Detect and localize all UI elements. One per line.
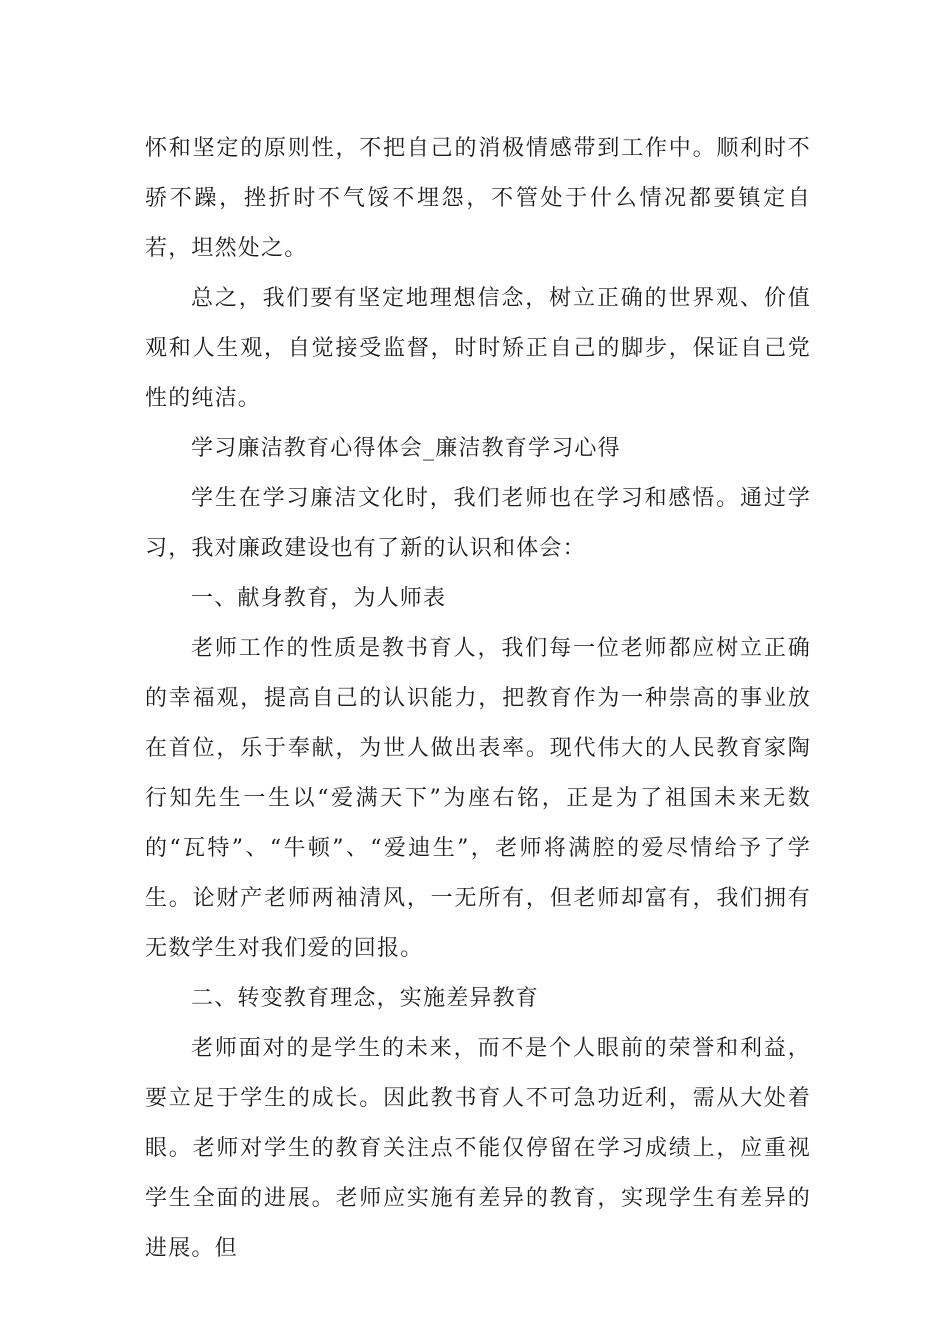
heading-one: 一、献身教育，为人师表 (191, 586, 447, 611)
paragraph-summary: 总之，我们要有坚定地理想信念，树立正确的世界观、价值观和人生观，自觉接受监督，时时矫正自己的脚步，保证自己党性的纯洁。 (145, 286, 811, 411)
paragraph-continuation: 怀和坚定的原则性，不把自己的消极情感带到工作中。顺利时不骄不躁，挫折时不气馁不埋怨，不管处于什么情况都要镇定自若，坦然处之。 (145, 136, 811, 261)
paragraph-intro: 学生在学习廉洁文化时，我们老师也在学习和感悟。通过学习，我对廉政建设也有了新的认识和体会： (145, 486, 811, 561)
paragraph-body-two: 老师面对的是学生的未来，而不是个人眼前的荣誉和利益，要立足于学生的成长。因此教书育人不可急功近利，需从大处着眼。老师对学生的教育关注点不能仅停留在学习成绩上，应重视学生全面的进展。老师应实施有差异的教育，实现学生有差异的进展。但 (145, 1036, 811, 1261)
paragraph-body-one: 老师工作的性质是教书育人，我们每一位老师都应树立正确的幸福观，提高自己的认识能力，把教育作为一种崇高的事业放在首位，乐于奉献，为世人做出表率。现代伟大的人民教育家陶行知先生一生以“爱满天下”为座右铭，正是为了祖国未来无数的“瓦特”、“牛顿”、“爱迪生”，老师将满腔的爱尽情给予了学生。论财产老师两袖清风，一无所有，但老师却富有，我们拥有无数学生对我们爱的回报。 (145, 636, 811, 961)
section-title: 学习廉洁教育心得体会_廉洁教育学习心得 (191, 436, 621, 461)
heading-two: 二、转变教育理念，实施差异教育 (191, 986, 540, 1011)
document-page (145, 124, 811, 1274)
